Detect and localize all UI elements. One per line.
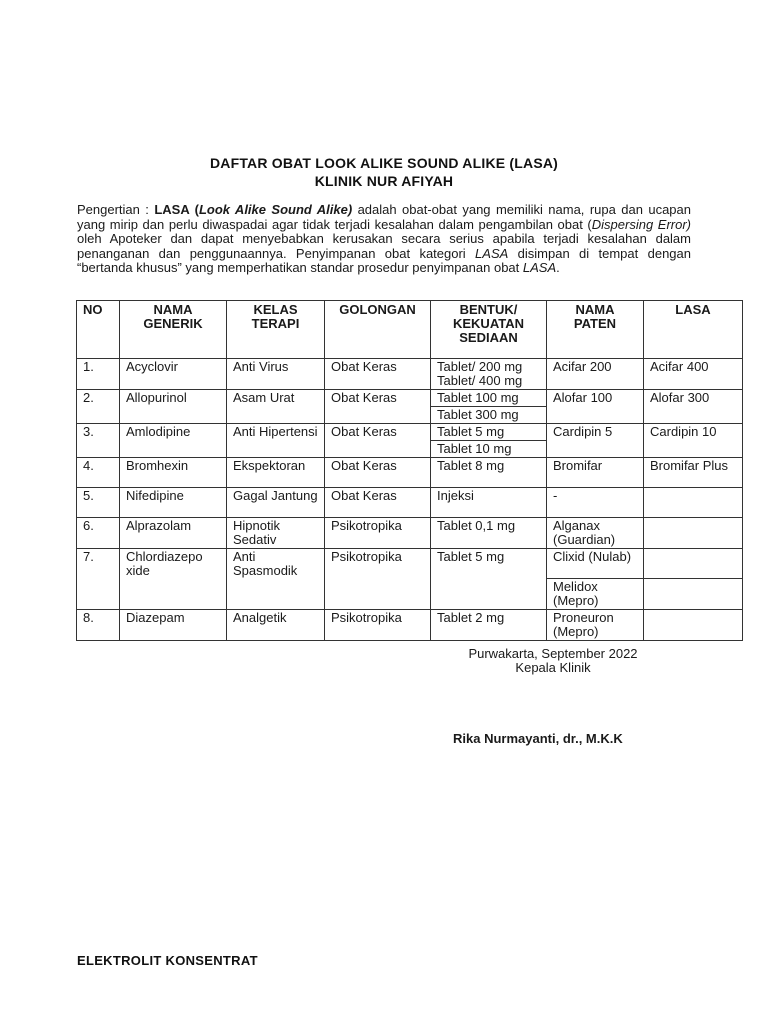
cell-kelas: Anti Virus <box>227 359 325 390</box>
cell-bentuk: Tablet 5 mg <box>431 424 547 441</box>
definition-text-3: disimpan di tempat dengan “bertanda khusus” yang memperhatikan standar prosedur penyimpanan obat <box>77 245 691 276</box>
cell-bentuk <box>431 359 547 390</box>
cell-kelas: Analgetik <box>227 610 325 641</box>
cell-bentuk: Tablet 2 mg <box>431 610 547 641</box>
lasa-table <box>76 300 743 641</box>
cell-paten: Melidox (Mepro) <box>547 579 644 610</box>
cell-generik: Chlordiazepo xide <box>120 549 227 610</box>
cell-lasa <box>644 518 743 549</box>
cell-paten: Bromifar <box>547 458 644 488</box>
cell-no: 3. <box>77 424 120 458</box>
cell-no: 7. <box>77 549 120 610</box>
definition-italic-3: LASA <box>522 260 557 276</box>
header-nama-generik: NAMA GENERIK <box>120 301 227 359</box>
cell-kelas: Anti Hipertensi <box>227 424 325 458</box>
cell-golongan: Psikotropika <box>325 610 431 641</box>
definition-open-paren: ( <box>189 202 199 217</box>
cell-golongan: Obat Keras <box>325 424 431 458</box>
header-no: NO <box>77 301 120 359</box>
cell-generik: Allopurinol <box>120 390 227 424</box>
header-nama-paten: NAMA PATEN <box>547 301 644 359</box>
cell-bentuk: Tablet 300 mg <box>431 407 547 424</box>
cell-kelas: Anti Spasmodik <box>227 549 325 610</box>
cell-paten: - <box>547 488 644 518</box>
signature-role: Kepala Klinik <box>515 660 591 675</box>
signature-place-date: Purwakarta, September 2022 <box>468 646 638 661</box>
cell-lasa <box>644 579 743 610</box>
cell-paten: Clixid (Nulab) <box>547 549 644 579</box>
next-section-heading: ELEKTROLIT KONSENTRAT <box>77 953 258 968</box>
cell-no: 1. <box>77 359 120 390</box>
definition-italic-2: LASA <box>475 245 509 261</box>
cell-lasa: Acifar 400 <box>644 359 743 390</box>
bentuk-line: Tablet/ 200 mg <box>437 359 523 374</box>
header-golongan: GOLONGAN <box>325 301 431 359</box>
cell-lasa <box>644 610 743 641</box>
cell-bentuk: Tablet 0,1 mg <box>431 518 547 549</box>
cell-no: 5. <box>77 488 120 518</box>
definition-text-2: oleh Apoteker dan dapat menyebabkan kerusakan secara serius apabila terjadi kesalahan dalam penanganan dan penggunaannya. Penyimpanan obat kategori <box>77 231 691 261</box>
document-title: DAFTAR OBAT LOOK ALIKE SOUND ALIKE (LASA) <box>209 155 559 171</box>
document-subtitle: KLINIK NUR AFIYAH <box>314 173 454 189</box>
table-row <box>77 610 743 641</box>
definition-term: LASA <box>154 202 190 217</box>
cell-kelas: Gagal Jantung <box>227 488 325 518</box>
cell-generik: Amlodipine <box>120 424 227 458</box>
definition-italic-1: Dispersing Error) <box>591 216 691 232</box>
cell-paten: Alofar 100 <box>547 390 644 424</box>
cell-golongan: Psikotropika <box>325 549 431 610</box>
cell-lasa: Cardipin 10 <box>644 424 743 458</box>
cell-paten: Proneuron (Mepro) <box>547 610 644 641</box>
bentuk-line: Tablet/ 400 mg <box>437 373 523 388</box>
cell-paten: Acifar 200 <box>547 359 644 390</box>
cell-paten: Cardipin 5 <box>547 424 644 458</box>
header-lasa: LASA <box>644 301 743 359</box>
cell-bentuk: Injeksi <box>431 488 547 518</box>
cell-generik: Nifedipine <box>120 488 227 518</box>
definition-text-1: adalah obat-obat yang memiliki nama, rupa dan ucapan yang mirip dan perlu diwaspadai agar tidak terjadi kesalahan dalam pengambilan obat ( <box>77 202 691 232</box>
cell-no: 4. <box>77 458 120 488</box>
cell-generik: Acyclovir <box>120 359 227 390</box>
cell-golongan: Obat Keras <box>325 458 431 488</box>
table-row <box>77 488 743 518</box>
signature-name: Rika Nurmayanti, dr., M.K.K <box>453 731 623 746</box>
table-row <box>77 458 743 488</box>
cell-golongan: Obat Keras <box>325 359 431 390</box>
cell-generik: Bromhexin <box>120 458 227 488</box>
definition-paragraph <box>77 203 691 276</box>
table-row <box>77 390 743 407</box>
cell-lasa <box>644 488 743 518</box>
definition-label: Pengertian : <box>77 202 155 217</box>
cell-bentuk: Tablet 10 mg <box>431 441 547 458</box>
cell-kelas: Asam Urat <box>227 390 325 424</box>
cell-no: 8. <box>77 610 120 641</box>
definition-text-4: . <box>556 260 560 276</box>
cell-bentuk: Tablet 5 mg <box>431 549 547 610</box>
header-kelas-terapi: KELAS TERAPI <box>227 301 325 359</box>
cell-paten: Alganax (Guardian) <box>547 518 644 549</box>
table-row <box>77 424 743 441</box>
cell-generik: Alprazolam <box>120 518 227 549</box>
cell-bentuk: Tablet 8 mg <box>431 458 547 488</box>
definition-term-full: Look Alike Sound Alike) <box>198 202 353 217</box>
cell-generik: Diazepam <box>120 610 227 641</box>
cell-kelas: Hipnotik Sedativ <box>227 518 325 549</box>
cell-golongan: Obat Keras <box>325 390 431 424</box>
cell-no: 6. <box>77 518 120 549</box>
cell-lasa: Bromifar Plus <box>644 458 743 488</box>
table-row <box>77 549 743 579</box>
cell-no: 2. <box>77 390 120 424</box>
cell-golongan: Obat Keras <box>325 488 431 518</box>
cell-bentuk: Tablet 100 mg <box>431 390 547 407</box>
table-header-row <box>77 301 743 359</box>
cell-golongan: Psikotropika <box>325 518 431 549</box>
cell-lasa <box>644 549 743 579</box>
cell-kelas: Ekspektoran <box>227 458 325 488</box>
table-row <box>77 518 743 549</box>
cell-lasa: Alofar 300 <box>644 390 743 424</box>
header-bentuk: BENTUK/ KEKUATAN SEDIAAN <box>431 301 547 359</box>
